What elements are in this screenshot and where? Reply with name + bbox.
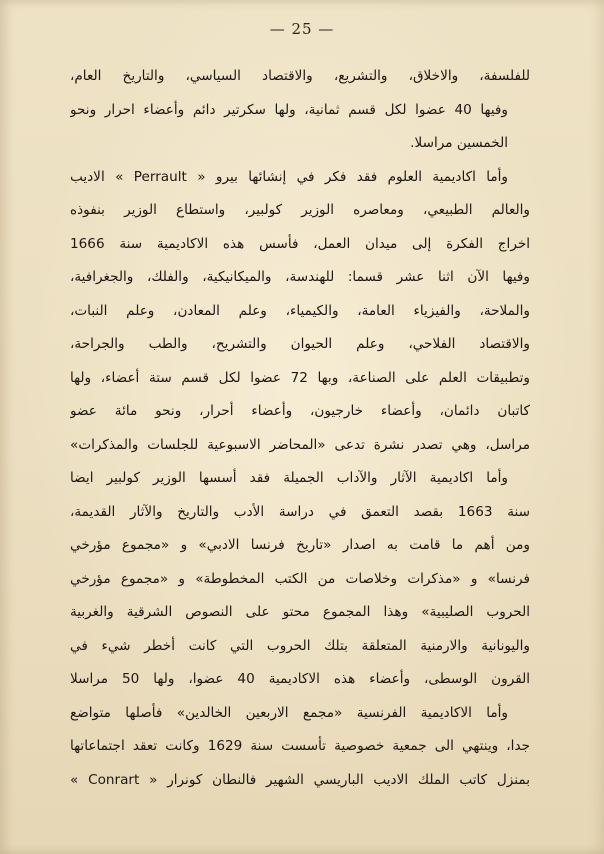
text-line: وفيها 40 عضوا لكل قسم ثمانية، ولها سكرتير دائم وأعضاء احرار ونحو <box>70 101 508 118</box>
text-line: الحروب الصليبية» وهذا المجموع محتو على النصوص الشرقية والغربية <box>70 604 530 620</box>
text-line: سنة 1663 بقصد التعمق في دراسة الأدب والتاريخ والآثار القديمة، <box>70 503 530 520</box>
text-line: ومن أهم ما قامت به اصدار «تاريخ فرنسا الادبي» و «مجموع مؤرخي <box>70 537 530 553</box>
body-text <box>70 60 530 797</box>
text-line: كاتبان دائمان، وأعضاء خارجيون، وأعضاء أحرار، ونحو مائة عضو <box>70 403 530 419</box>
text-line: واليونانية والارمنية المتعلقة بتلك الحروب التي كانت أخطر شيء في <box>70 637 530 654</box>
text-line: بمنزل كاتب الملك الاديب الباريسي الشهير فالنطان كونرار « Conrart » <box>70 771 530 788</box>
text-line: القرون الوسطى، وأعضاء هذه الاكاديمية 40 عضوا، ولها 50 مراسلا <box>70 671 530 687</box>
text-line: جدا، وينتهي الى جمعية خصوصية تأسست سنة 1629 وكانت تعقد اجتماعاتها <box>70 738 530 754</box>
text-line: وأما اكاديمية الآثار والآداب الجميلة فقد أسسها الوزير كولبير ايضا <box>70 470 508 486</box>
text-line: للفلسفة، والاخلاق، والتشريع، والاقتصاد السياسي، والتاريخ العام، <box>70 68 530 84</box>
text-line: اخراج الفكرة إلى ميدان العمل، فأسس هذه الاكاديمية سنة 1666 <box>70 235 530 252</box>
page-number: — 25 — <box>269 20 335 38</box>
text-line: وأما الاكاديمية الفرنسية «مجمع الاربعين الخالدين» فأصلها متواضع <box>70 704 508 721</box>
text-line: مراسل، وهي تصدر نشرة تدعى «المحاضر الاسبوعية للجلسات والمذكرات» <box>70 436 530 453</box>
text-line: وتطبيقات العلم على الصناعة، وبها 72 عضوا لكل قسم ستة أعضاء، ولها <box>70 369 530 386</box>
text-line: وفيها الآن اثنا عشر قسما: للهندسة، والميكانيكية، والفلك، والجغرافية، <box>70 269 530 285</box>
text-line: والملاحة، والفيزياء العامة، والكيمياء، وعلم المعادن، وعلم النبات، <box>70 302 530 319</box>
text-line: الخمسين مراسلا. <box>410 135 508 151</box>
text-line: وأما اكاديمية العلوم فقد فكر في إنشائها بيرو « Perrault » الاديب <box>70 168 508 185</box>
text-line: فرنسا» و «مذكرات وخلاصات من الكتب المخطوطة» و «مجموع مؤرخي <box>70 570 530 587</box>
text-line: والعالم الطبيعي، ومعاصره الوزير كولبير، واستطاع الوزير بنفوذه <box>70 202 530 218</box>
text-line: والاقتصاد الفلاحي، وعلم الحيوان والتشريح، والطب والجراحة، <box>70 336 530 352</box>
